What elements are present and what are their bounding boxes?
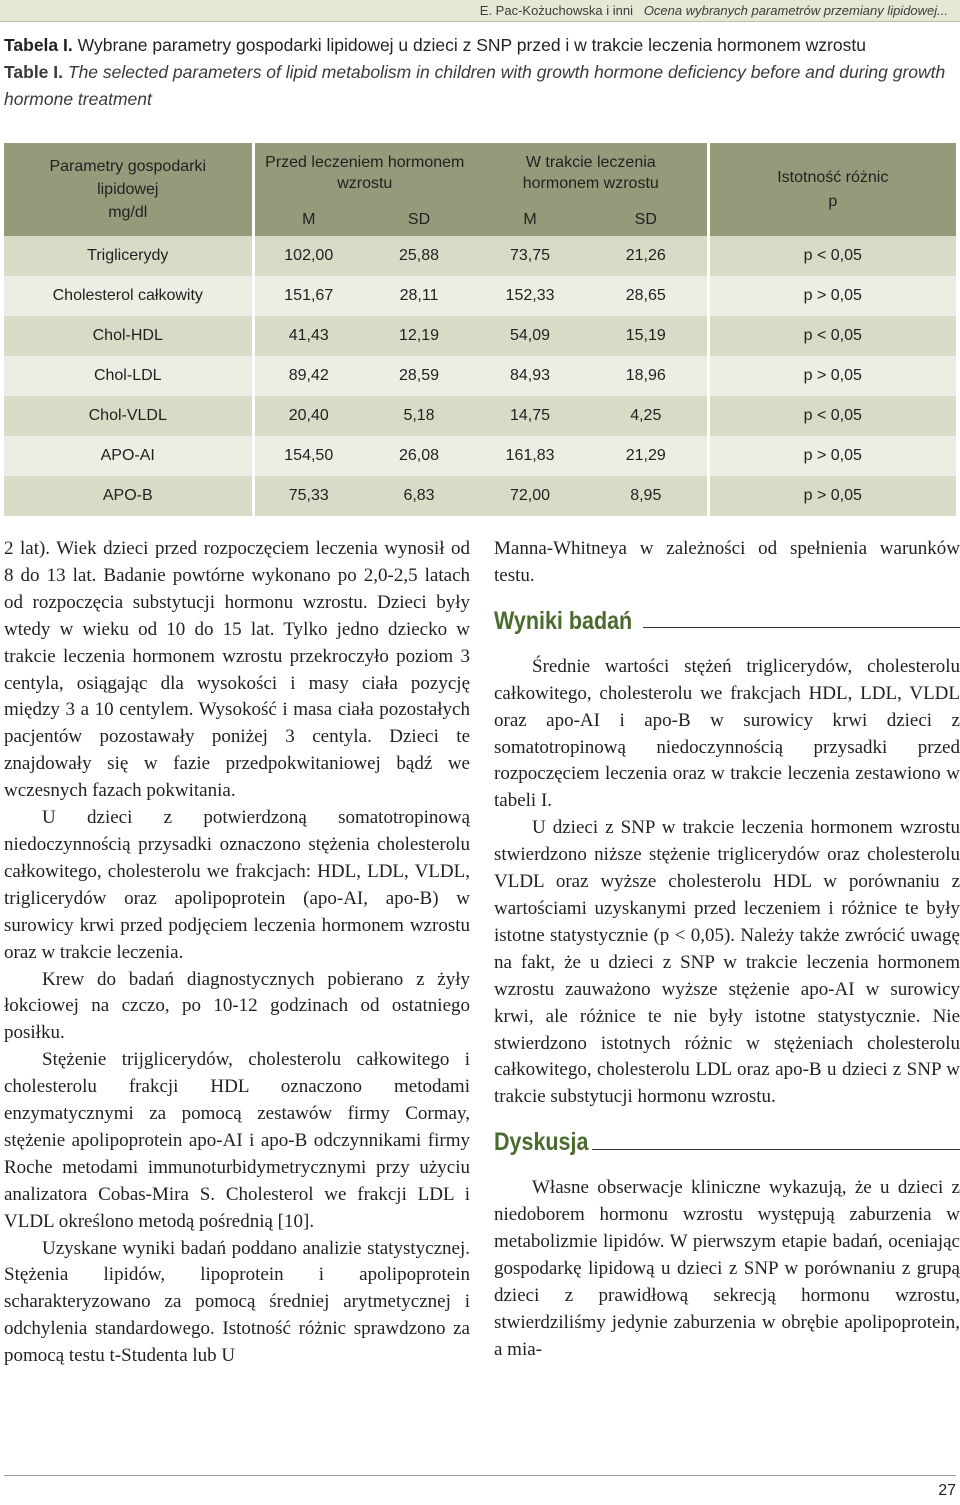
cell-mean-before: 102,00 (253, 236, 363, 276)
header-significance-p: p (828, 192, 838, 210)
cell-mean-before: 154,50 (253, 436, 363, 476)
discussion-heading-text: Dyskusja (494, 1128, 589, 1157)
header-significance-line1: Istotność różnic (777, 168, 889, 186)
cell-mean-during: 84,93 (475, 356, 585, 396)
table-row (4, 236, 956, 276)
cell-sd-before: 28,11 (363, 276, 475, 316)
header-parameter-unit: mg/dl (108, 204, 148, 221)
discussion-paragraph: Własne obserwacje kliniczne wykazują, że u dzieci z niedoborem hormonu wzrostu występują zaburzenia w metabolizmie lipidów. W pierwszym etapie badań, oceniając gospodarkę lipidową u dzieci z SNP w porównaniu z grupą dzieci z prawidłową sekrecją hormonu wzrostu, stwierdziliśmy jedynie zaburzenia w obrębie apolipoprotein, a mia- (494, 1177, 960, 1360)
cell-sd-during: 4,25 (585, 396, 708, 436)
header-significance (708, 143, 956, 236)
running-head (0, 0, 960, 22)
subheader-sd-during: SD (585, 203, 708, 236)
cell-mean-during: 73,75 (475, 236, 585, 276)
cell-sd-before: 6,83 (363, 476, 475, 516)
cell-mean-before: 151,67 (253, 276, 363, 316)
header-parameter (4, 143, 253, 236)
header-during-line1: W trakcie leczenia (525, 154, 656, 171)
running-head-authors: E. Pac-Kożuchowska i inni (479, 3, 633, 18)
results-paragraph: U dzieci z SNP w trakcie leczenia hormonem wzrostu stwierdzono niższe stężenie triglicerydów oraz cholesterolu VLDL oraz wyższe cholesterolu HDL w porównaniu z wartościami uzyskanymi przed leczeniem i różnice te były istotne statystycznie (p < 0,05). Należy także zwrócić uwagę na fakt, że u dzieci z SNP w trakcie leczenia hormonem wzrostu zauważono wyższe stężenie apo-AI w surowicy krwi, ale różnice te nie były istotne statystycznie. Nie stwierdzono istotnych różnic w stężeniach cholesterolu całkowitego, cholesterolu LDL oraz apo-B u dzieci z SNP w trakcie substytucji hormonu wzrostu. (494, 817, 960, 1108)
table-row (4, 316, 956, 356)
cell-sd-before: 28,59 (363, 356, 475, 396)
right-column (494, 536, 960, 1364)
cell-parameter-name: APO-B (4, 476, 253, 516)
cell-mean-before: 89,42 (253, 356, 363, 396)
left-paragraph: Uzyskane wyniki badań poddano analizie statystycznej. Stężenia lipidów, lipoprotein i apolipoprotein scharakteryzowano za pomocą średniej arytmetycznej i odchylenia standardowego. Istotność różnic sprawdzono za pomocą testu t-Studenta lub U (4, 1237, 470, 1367)
header-parameter-line2: lipidowej (97, 181, 159, 198)
right-intro-paragraph: Manna-Whitneya w zależności od spełnienia warunków testu. (494, 538, 960, 586)
running-head-title: Ocena wybranych parametrów przemiany lipidowej... (643, 3, 948, 18)
cell-mean-before: 20,40 (253, 396, 363, 436)
cell-sd-during: 15,19 (585, 316, 708, 356)
header-before-treatment (253, 143, 475, 203)
cell-sd-during: 21,29 (585, 436, 708, 476)
subheader-m-before: M (253, 203, 363, 236)
results-paragraph: Średnie wartości stężeń triglicerydów, cholesterolu całkowitego, cholesterolu we frakcjach HDL, LDL, VLDL oraz apo-AI i apo-B w surowicy krwi dzieci z somatotropinową niedoczynnością przysadki przed rozpoczęciem leczenia oraz w trakcie leczenia zestawiono w tabeli I. (494, 655, 960, 812)
cell-mean-during: 72,00 (475, 476, 585, 516)
cell-parameter-name: Triglicerydy (4, 236, 253, 276)
left-paragraph: U dzieci z potwierdzoną somatotropinową niedoczynnością przysadki oznaczono stężenia cholesterolu całkowitego, cholesterolu we frakcjach: HDL, LDL, VLDL, triglicerydów oraz apolipoprotein (apo-AI, apo-B) w surowicy krwi przed podjęciem leczenia hormonem wzrostu oraz w trakcie leczenia. (4, 807, 470, 963)
results-heading-text: Wyniki badań (494, 606, 633, 635)
cell-mean-during: 161,83 (475, 436, 585, 476)
cell-p-value: p > 0,05 (708, 476, 956, 516)
subheader-m-during: M (475, 203, 585, 236)
cell-mean-during: 14,75 (475, 396, 585, 436)
caption-pl-text: Wybrane parametry gospodarki lipidowej u dzieci z SNP przed i w trakcie leczenia hormonem wzrostu (77, 35, 866, 55)
cell-p-value: p < 0,05 (708, 396, 956, 436)
table-row (4, 476, 956, 516)
cell-sd-before: 5,18 (363, 396, 475, 436)
cell-sd-before: 25,88 (363, 236, 475, 276)
cell-sd-during: 18,96 (585, 356, 708, 396)
heading-rule (643, 627, 960, 628)
left-paragraph: Stężenie trijglicerydów, cholesterolu całkowitego i cholesterolu frakcji HDL oznaczono metodami enzymatycznymi za pomocą zestawów firmy Cormay, stężenie apolipoprotein apo-AI i apo-B odczynnikami firmy Roche metodami immunoturbidymetrycznymi przy użyciu analizatora Cobas-Mira S. Cholesterol we frakcji LDL i VLDL określono metodą pośrednią [10]. (4, 1049, 470, 1232)
cell-mean-before: 41,43 (253, 316, 363, 356)
cell-parameter-name: Cholesterol całkowity (4, 276, 253, 316)
cell-sd-during: 8,95 (585, 476, 708, 516)
lipid-table (4, 143, 956, 516)
header-parameter-line1: Parametry gospodarki (49, 158, 206, 175)
cell-sd-before: 26,08 (363, 436, 475, 476)
left-paragraph: 2 lat). Wiek dzieci przed rozpoczęciem leczenia wynosił od 8 do 13 lat. Badanie powtórne wykonano po 2,0-2,5 latach od rozpoczęcia substytucji hormonu wzrostu. Dzieci były wtedy w wieku od 10 do 15 lat. Tylko jedno dziecko w trakcie leczenia hormonem wzrostu przekroczyło poziom 3 centyla, osiągając dla wysokości i masy ciała pozycję między 3 a 10 centylem. Wysokość i masa ciała pozostałych pacjentów pozostawały poniżej 3 centyla. Dzieci te znajdowały się w fazie przedpokwitaniowej bądź we wczesnych fazach pokwitania. (4, 538, 470, 802)
footer-rule (4, 1475, 956, 1476)
left-paragraph: Krew do badań diagnostycznych pobierano z żyły łokciowej na czczo, po 10-12 godzinach od ostatniego posiłku. (4, 968, 470, 1044)
cell-sd-during: 21,26 (585, 236, 708, 276)
header-during-line2: hormonem wzrostu (522, 175, 659, 192)
header-before-line2: wzrostu (337, 175, 393, 192)
cell-mean-before: 75,33 (253, 476, 363, 516)
left-column (4, 536, 470, 1370)
page-number: 27 (938, 1482, 956, 1499)
cell-sd-before: 12,19 (363, 316, 475, 356)
table-row (4, 276, 956, 316)
header-before-line1: Przed leczeniem hormonem (265, 154, 465, 171)
cell-p-value: p < 0,05 (708, 236, 956, 276)
header-during-treatment (475, 143, 708, 203)
heading-rule (592, 1149, 960, 1150)
table-row (4, 356, 956, 396)
table-row (4, 396, 956, 436)
cell-p-value: p > 0,05 (708, 356, 956, 396)
cell-parameter-name: Chol-HDL (4, 316, 253, 356)
caption-en-text: The selected parameters of lipid metabolism in children with growth hormone deficiency before and during growth hormone treatment (4, 62, 946, 109)
section-heading-discussion (494, 1125, 960, 1159)
cell-parameter-name: Chol-VLDL (4, 396, 253, 436)
cell-p-value: p > 0,05 (708, 436, 956, 476)
caption-en-label: Table I. (4, 62, 63, 82)
cell-p-value: p < 0,05 (708, 316, 956, 356)
subheader-sd-before: SD (363, 203, 475, 236)
cell-mean-during: 54,09 (475, 316, 585, 356)
cell-mean-during: 152,33 (475, 276, 585, 316)
cell-parameter-name: APO-AI (4, 436, 253, 476)
table-body (4, 236, 956, 516)
cell-sd-during: 28,65 (585, 276, 708, 316)
caption-pl-label: Tabela I. (4, 35, 73, 55)
cell-p-value: p > 0,05 (708, 276, 956, 316)
table-row (4, 436, 956, 476)
cell-parameter-name: Chol-LDL (4, 356, 253, 396)
table-caption (4, 32, 958, 113)
section-heading-results (494, 604, 960, 638)
